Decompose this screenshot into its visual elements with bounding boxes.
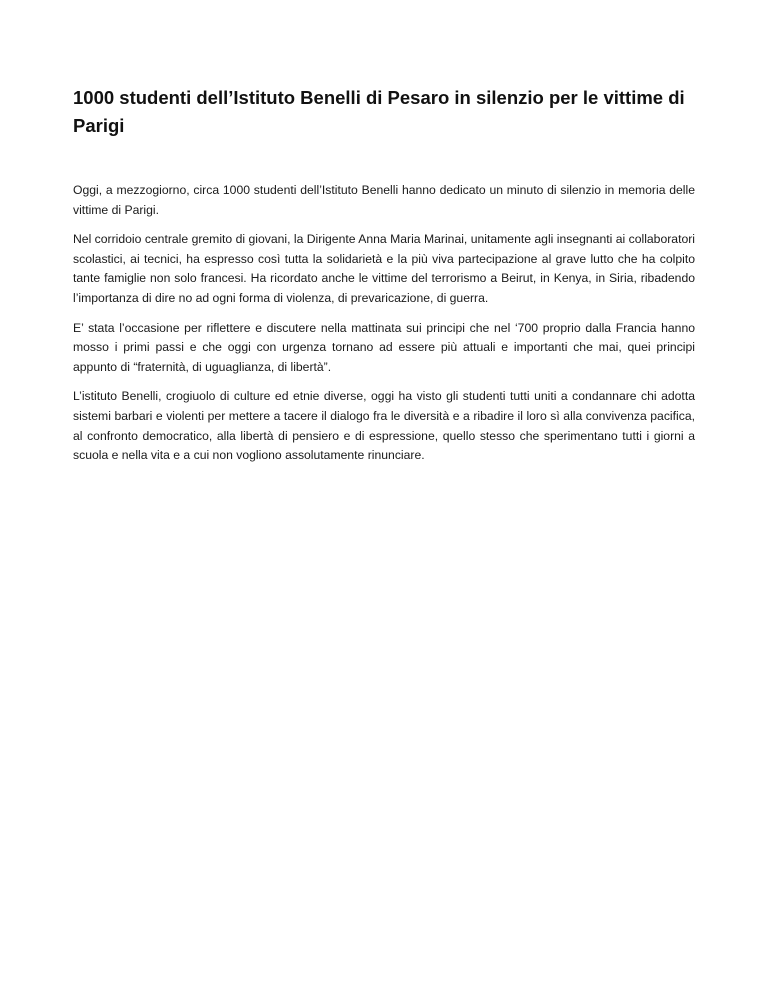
paragraph-3: E’ stata l’occasione per riflettere e discutere nella mattinata sui principi che nel ‘700 proprio dalla Francia hanno mosso i primi passi e che oggi con urgenza tornano ad essere più attuali e importanti che mai, quei principi appunto di “fraternità, di uguaglianza, di libertà”. — [73, 320, 695, 374]
paragraph-1: Oggi, a mezzogiorno, circa 1000 studenti dell’Istituto Benelli hanno dedicato un minuto di silenzio in memoria delle vittime di Parigi. — [73, 183, 695, 217]
document-page — [73, 84, 695, 476]
paragraph-2: Nel corridoio centrale gremito di giovani, la Dirigente Anna Maria Marinai, unitamente agli insegnanti ai collaboratori scolastici, ai tecnici, ha espresso così tutta la solidarietà e la più viva partecipazione al grave lutto che ha colpito tante famiglie non solo francesi. Ha ricordato anche le vittime del terrorismo a Beirut, in Kenya, in Siria, ribadendo l’importanza di dire no ad ogni forma di violenza, di prevaricazione, di guerra. — [73, 232, 695, 305]
page-title: 1000 studenti dell’Istituto Benelli di Pesaro in silenzio per le vittime di Parigi — [73, 87, 685, 136]
paragraph-4: L’istituto Benelli, crogiuolo di culture ed etnie diverse, oggi ha visto gli studenti tutti uniti a condannare chi adotta sistemi barbari e violenti per mettere a tacere il dialogo fra le diversità e a ribadire il loro sì alla convivenza pacifica, al confronto democratico, alla libertà di pensiero e di espressione, quello stesso che sperimentano tutti i giorni a scuola e nella vita e a cui non vogliono assolutamente rinunciare. — [73, 389, 695, 463]
